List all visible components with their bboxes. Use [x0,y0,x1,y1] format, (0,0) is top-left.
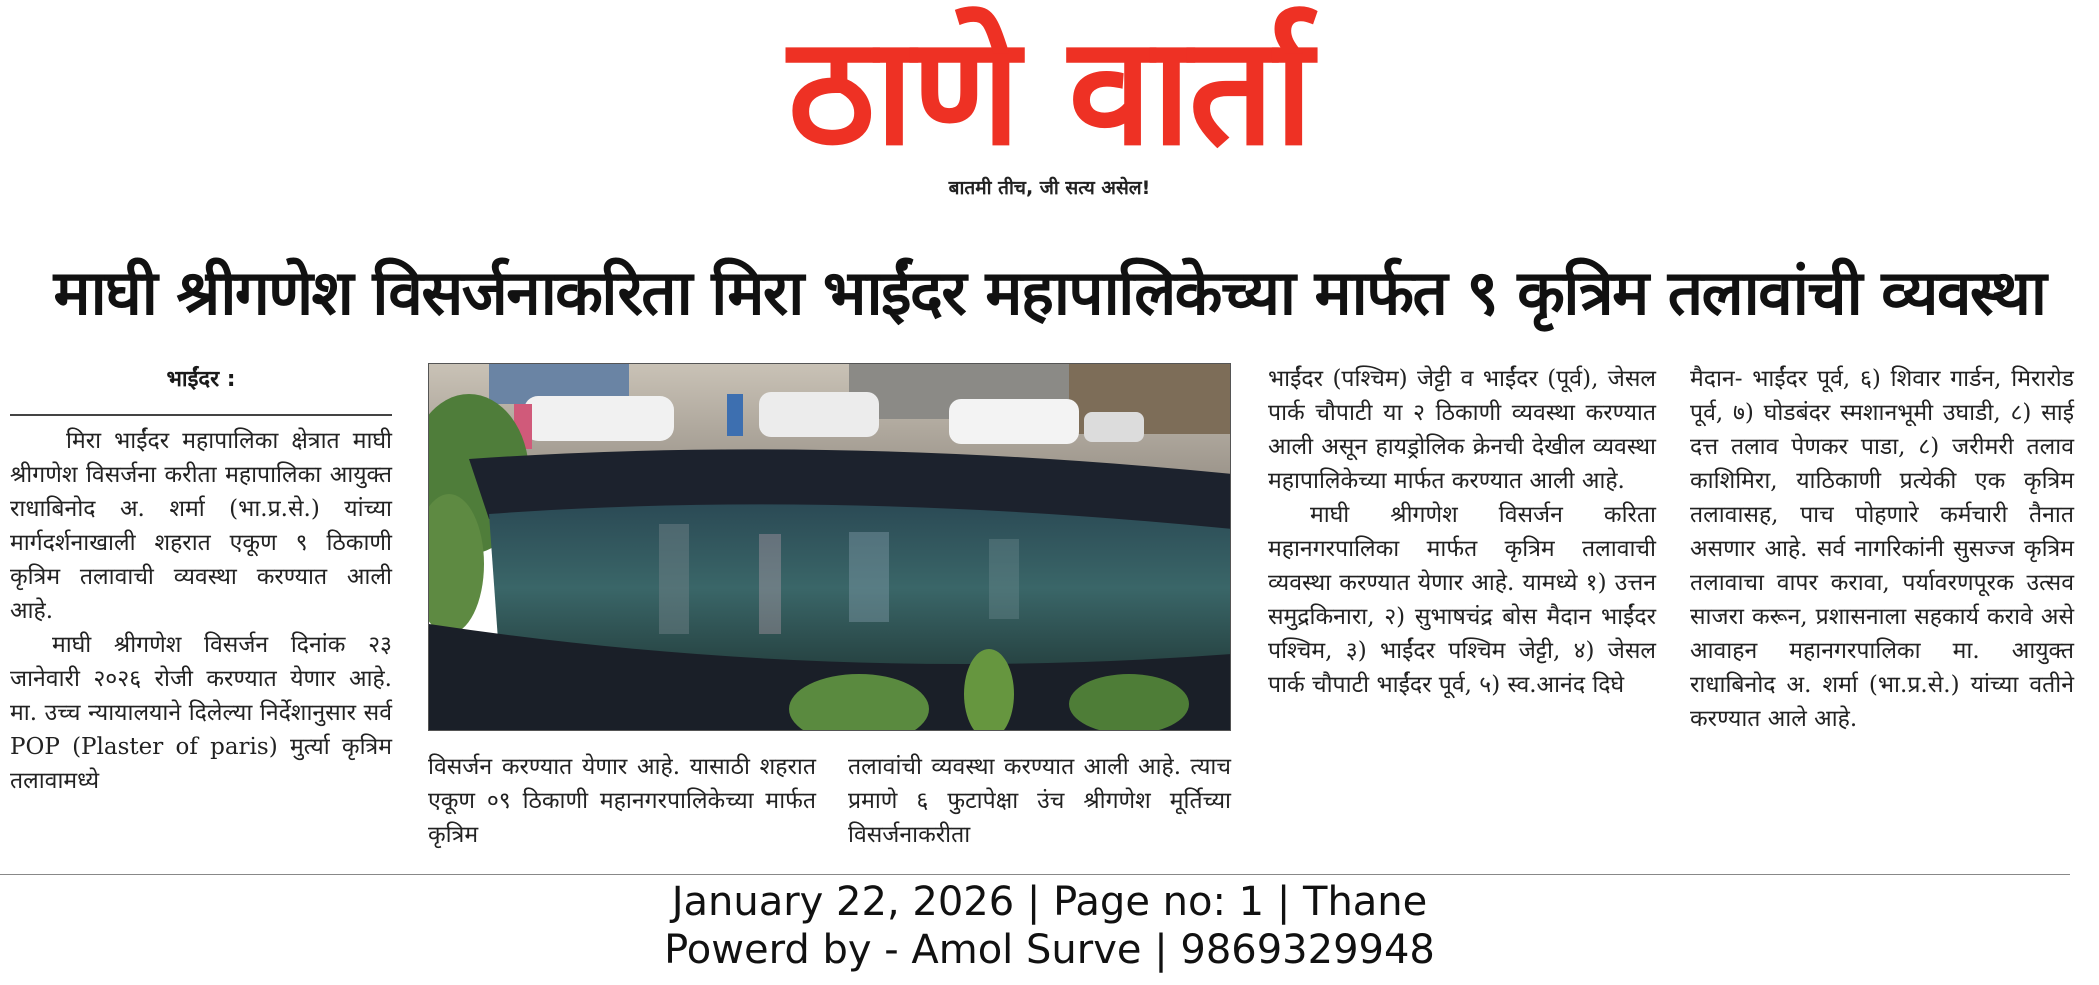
article-column-1 [10,424,392,798]
dateline-divider [10,414,392,416]
column-4-paragraph-1: भाईंदर (पश्चिम) जेट्टी व भाईंदर (पूर्व), जेसल पार्क चौपाटी या २ ठिकाणी व्यवस्था करण्यात आली असून हायड्रोलिक क्रेनची देखील व्यवस्था महापालिकेच्या मार्फत करण्यात आली आहे. [1268,366,1656,494]
article-column-5 [1690,362,2074,736]
article-column-4 [1268,362,1656,702]
newspaper-name: ठाणे वार्ता [787,5,1312,179]
footer-credit: Powerd by - Amol Surve | 9869329948 [664,927,1435,973]
column-4-paragraph-2: माघी श्रीगणेश विसर्जन करिता महानगरपालिका मार्फत कृत्रिम तलावाची व्यवस्था करण्यात येणार आहे. यामध्ये १) उत्तन समुद्रकिनारा, २) सुभाषचंद्र बोस मैदान भाईंदर पश्चिम, ३) भाईंदर पश्चिम जेट्टी, ४) जेसल पार्क चौपाटी भाईंदर पूर्व, ५) स्व.आनंद दिघे [1268,502,1656,698]
column-1-paragraph-2: माघी श्रीगणेश विसर्जन दिनांक २३ जानेवारी २०२६ रोजी करण्यात येणार आहे. मा. उच्च न्यायालयाने दिलेल्या निर्देशानुसार सर्व POP (Plaster of paris) मुर्त्या कृत्रिम तलावामध्ये [10,632,392,794]
column-1-paragraph-1: मिरा भाईंदर महापालिका क्षेत्रात माघी श्रीगणेश विसर्जना करीता महापालिका आयुक्त राधाबिनोद अ. शर्मा (भा.प्र.से.) यांच्या मार्गदर्शनाखाली शहरात एकूण ९ ठिकाणी कृत्रिम तलावाची व्यवस्था करण्यात आली आहे. [10,428,392,624]
article-column-3 [848,750,1231,852]
newspaper-tagline: बातमी तीच, जी सत्य असेल! [948,177,1151,199]
article-column-2 [428,750,816,852]
footer-date-page: January 22, 2026 | Page no: 1 | Thane [671,879,1428,925]
masthead [0,5,2099,200]
column-5-text: मैदान- भाईंदर पूर्व, ६) शिवार गार्डन, मिरारोड पूर्व, ७) घोडबंदर स्मशानभूमी उघाडी, ८) साई दत्त तलाव पेणकर पाडा, ८) जरीमरी तलाव काशिमिरा, याठिकाणी प्रत्येकी एक कृत्रिम तलावासह, पाच पोहणारे कर्मचारी तैनात असणार आहे. सर्व नागरिकांनी सुसज्ज कृत्रिम तलावाचा वापर करावा, पर्यावरणपूरक उत्सव साजरा करून, प्रशासनाला सहकार्य करावे असे आवाहन महानगरपालिका मा. आयुक्त राधाबिनोद अ. शर्मा (भा.प्र.से.) यांच्या वतीने करण्यात आले आहे. [1690,366,2074,732]
column-3-text: तलावांची व्यवस्था करण्यात आली आहे. त्याच प्रमाणे ६ फुटापेक्षा उंच श्रीगणेश मूर्तिच्या विसर्जनाकरीता [848,754,1231,848]
article-photo [428,363,1231,731]
article-dateline: भाईंदर : [166,367,236,392]
artificial-pond-photo [429,364,1231,731]
footer-divider [0,874,2070,875]
column-2-text: विसर्जन करण्यात येणार आहे. यासाठी शहरात एकूण ०९ ठिकाणी महानगरपालिकेच्या मार्फत कृत्रिम [428,754,816,848]
article-headline: माघी श्रीगणेश विसर्जनाकरिता मिरा भाईंदर महापालिकेच्या मार्फत ९ कृत्रिम तलावांची व्यवस्था [53,256,2046,329]
